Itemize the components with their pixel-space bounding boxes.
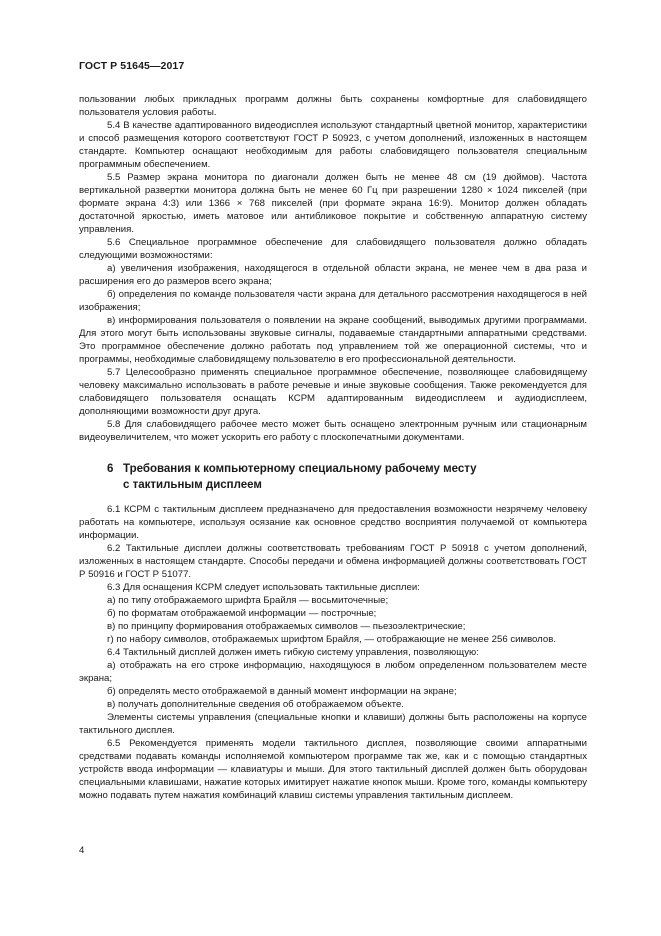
list-item: а) по типу отображаемого шрифта Брайля — восьмиточечные; [107, 595, 389, 606]
section-title-line1: Требования к компьютерному специальному рабочему месту [123, 463, 477, 475]
list-item: г) по набору символов, отображаемых шрифтом Брайля, — отображающие не менее 256 символов. [107, 634, 556, 645]
section-title-line2: с тактильным дисплеем [123, 479, 262, 491]
paragraph: 6.4 Тактильный дисплей должен иметь гибкую систему управления, позволяющую: [107, 647, 479, 658]
document-body [79, 93, 587, 802]
section-heading [79, 461, 587, 493]
list-item: в) по принципу формирования отображаемых символов — пьезоэлектрические; [107, 621, 466, 632]
standard-header: ГОСТ Р 51645—2017 [79, 60, 185, 72]
paragraph: 5.5 Размер экрана монитора по диагонали должен быть не менее 48 см (19 дюймов). Частота вертикальной развертки монитора должна быть не менее 60 Гц при разрешении 1280 × 1024 пикселей (при формате экрана 4:3) или 1366 × 768 пикселей (при формате экрана 16:9). Монитор должен обладать достаточной яркостью, иметь матовое или антибликовое покрытие и собственную аппаратную систему управления. [79, 172, 587, 235]
paragraph: 6.3 Для оснащения КСРМ следует использовать тактильные дисплеи: [107, 582, 420, 593]
paragraph: 6.2 Тактильные дисплеи должны соответствовать требованиям ГОСТ Р 50918 с учетом дополнений, изложенных в настоящем стандарте. Способы передачи и обмена информацией должны соответствовать ГОСТ Р 50916 и ГОСТ Р 51077. [79, 543, 587, 580]
list-item: а) отображать на его строке информацию, находящуюся в любом определенном пользователем месте экрана; [79, 660, 587, 684]
section-number: 6 [107, 463, 114, 475]
paragraph: 5.4 В качестве адаптированного видеодисплея используют стандартный цветной монитор, характеристики и способ размещения которого соответствуют ГОСТ Р 50923, с учетом дополнений, изложенных в настоящем стандарте. Компьютер оснащают необходимым для работы слабовидящего пользователя специальным программным обеспечением. [79, 120, 587, 170]
list-item: б) определять место отображаемой в данный момент информации на экране; [107, 686, 457, 697]
paragraph: 6.1 КСРМ с тактильным дисплеем предназначено для предоставления возможности незрячему человеку работать на компьютере, используя осязание как основное средство восприятия получаемой от компьютера информации. [79, 504, 587, 541]
list-item: б) определения по команде пользователя части экрана для детального рассмотрения находящегося в ней изображения; [79, 289, 587, 313]
paragraph: Элементы системы управления (специальные кнопки и клавиши) должны быть расположены на корпусе тактильного дисплея. [79, 712, 587, 736]
paragraph: пользовании любых прикладных программ должны быть сохранены комфортные для слабовидящего пользователя условия работы. [79, 94, 587, 118]
page-number: 4 [79, 845, 85, 856]
paragraph: 5.6 Специальное программное обеспечение для слабовидящего пользователя должно обладать следующими возможностями: [79, 237, 587, 261]
list-item: в) информирования пользователя о появлении на экране сообщений, выводимых другими программами. Для этого могут быть использованы звуковые сигналы, подаваемые стандартными аппаратными средствами. Это программное обеспечение должно работать под управлением той же операционной системы, что и программы, необходимые слабовидящему пользователю в его профессиональной деятельности. [79, 315, 587, 365]
list-item: б) по форматам отображаемой информации — построчные; [107, 608, 377, 619]
list-item: в) получать дополнительные сведения об отображаемом объекте. [107, 699, 404, 710]
list-item: а) увеличения изображения, находящегося в отдельной области экрана, не менее чем в два раза и расширения его до размеров всего экрана; [79, 263, 587, 287]
paragraph: 5.7 Целесообразно применять специальное программное обеспечение, позволяющее слабовидящему человеку максимально использовать в работе речевые и иные звуковые сообщения. Также рекомендуется для слабовидящего пользователя оснащать КСРМ адаптированным видеодисплеем и аудиодисплеем, дополняющими возможности друг друга. [79, 367, 587, 417]
paragraph: 6.5 Рекомендуется применять модели тактильного дисплея, позволяющие своими аппаратными средствами подавать команды исполняемой компьютером программе так же, как и с помощью стандартных устройств ввода информации — клавиатуры и мыши. Для этого тактильный дисплей должен быть оборудован специальными клавишами, нажатие которых имитирует нажатие кнопок мыши. Кроме того, команды компьютеру можно подавать путем нажатия комбинаций клавиш системы управления тактильным дисплеем. [79, 738, 587, 801]
paragraph: 5.8 Для слабовидящего рабочее место может быть оснащено электронным ручным или стационарным видеоувеличителем, что может ускорить его работу с плоскопечатными документами. [79, 419, 587, 443]
